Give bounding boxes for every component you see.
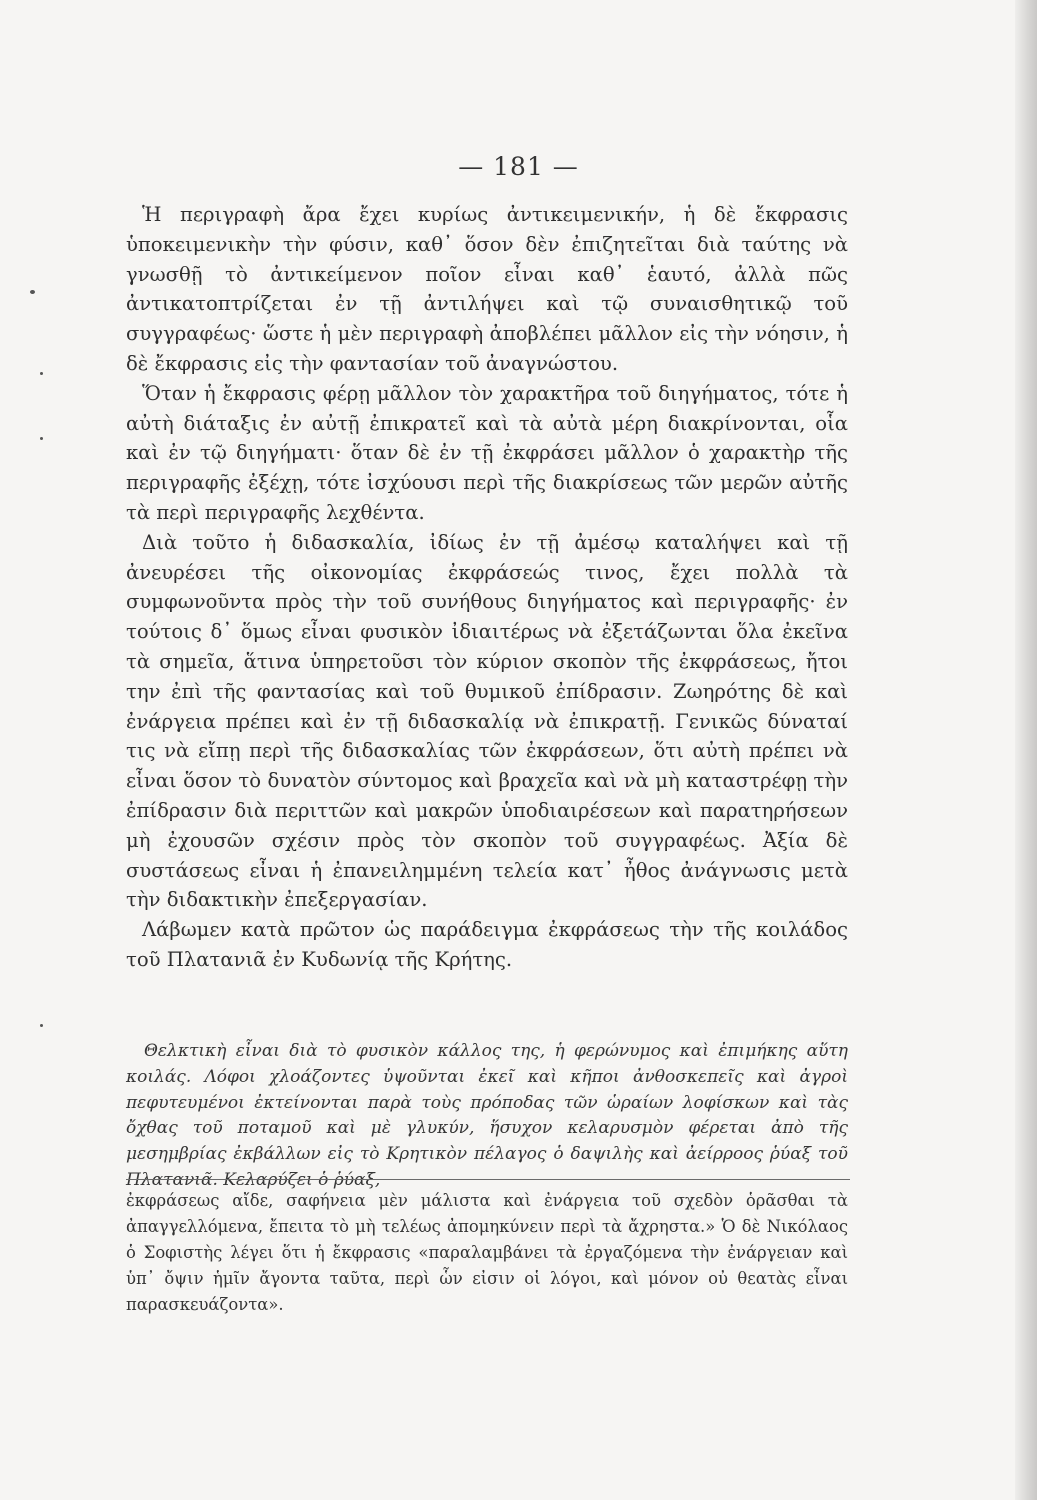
ink-speck [30,290,35,294]
footnote-separator [126,1179,850,1180]
ink-speck [40,437,43,440]
example-passage: Θελκτικὴ εἶναι διὰ τὸ φυσικὸν κάλλος της, ἡ φερώνυμος καὶ ἐπιμήκης αὕτη κοιλάς. Λόφοι χλοάζοντες ὑψοῦνται ἐκεῖ καὶ κῆποι ἀνθοσκεπεῖς καὶ ἀγροὶ πεφυτευμένοι ἐκτείνονται παρὰ τοὺς πρόποδας τῶν ὡραίων λοφίσκων καὶ τὰς ὄχθας τοῦ ποταμοῦ καὶ μὲ γλυκύν, ἥσυχον κελαρυσμὸν φέρεται ἀπὸ τῆς μεσημβρίας ἐκβάλλων εἰς τὸ Κρητικὸν πέλαγος ὁ δαψιλὴς καὶ ἀείρροος ῥύαξ τοῦ Πλατανιᾶ. Κελαρύζει ὁ ῥύαξ, [126,1041,848,1190]
main-text [126,200,848,975]
paragraph-4: Λάβωμεν κατὰ πρῶτον ὡς παράδειγμα ἐκφράσεως τὴν τῆς κοιλάδος τοῦ Πλατανιᾶ ἐν Κυδωνίᾳ τῆς Κρήτης. [126,918,848,971]
paragraph-2: Ὅταν ἡ ἔκφρασις φέρῃ μᾶλλον τὸν χαρακτῆρα τοῦ διηγήματος, τότε ἡ αὐτὴ διάταξις ἐν αὐτῇ ἐπικρατεῖ καὶ τὰ αὐτὰ μέρη διακρίνονται, οἷα καὶ ἐν τῷ διηγήματι· ὅταν δὲ ἐν τῇ ἐκφράσει μᾶλλον ὁ χαρακτὴρ τῆς περιγραφῆς ἐξέχῃ, τότε ἰσχύουσι περὶ τῆς διακρίσεως τῶν μερῶν αὐτῆς τὰ περὶ περιγραφῆς λεχθέντα. [126,381,848,524]
ink-speck [40,372,43,375]
page-number: — 181 — [458,152,579,181]
paragraph-3: Διὰ τοῦτο ἡ διδασκαλία, ἰδίως ἐν τῇ ἀμέσῳ καταλήψει καὶ τῇ ἀνευρέσει τῆς οἰκονομίας ἐκφράσεώς τινος, ἔχει πολλὰ τὰ συμφωνοῦντα πρὸς τὴν τοῦ συνήθους διηγήματος καὶ περιγραφῆς· ἐν τούτοις δ᾽ ὅμως εἶναι φυσικὸν ἰδιαιτέρως νὰ ἐξετάζωνται ὅλα ἐκεῖνα τὰ σημεῖα, ἅτινα ὑπηρετοῦσι τὸν κύριον σκοπὸν τῆς ἐκφράσεως, ἤτοι την ἐπὶ τῆς φαντασίας καὶ τοῦ θυμικοῦ ἐπίδρασιν. Ζωηρότης δὲ καὶ ἐνάργεια πρέπει καὶ ἐν τῇ διδασκαλίᾳ νὰ ἐπικρατῇ. Γενικῶς δύναταί τις νὰ εἴπῃ περὶ τῆς διδασκαλίας τῶν ἐκφράσεων, ὅτι αὐτὴ πρέπει νὰ εἶναι ὅσον τὸ δυνατὸν σύντομος καὶ βραχεῖα καὶ νὰ μὴ καταστρέφῃ τὴν ἐπίδρασιν διὰ περιττῶν καὶ μακρῶν ὑποδιαιρέσεων καὶ παρατηρήσεων μὴ ἐχουσῶν σχέσιν πρὸς τὸν σκοπὸν τοῦ συγγραφέως. Ἀξία δὲ συστάσεως εἶναι ἡ ἐπανειλημμένη τελεία κατ᾽ ἦθος ἀνάγνωσις μετὰ τὴν διδακτικὴν ἐπεξεργασίαν. [126,530,848,912]
footnote: ἐκφράσεως αἴδε, σαφήνεια μὲν μάλιστα καὶ ἐνάργεια τοῦ σχεδὸν ὁρᾶσθαι τὰ ἀπαγγελλόμενα, ἔπειτα τὸ μὴ τελέως ἀπομηκύνειν περὶ τὰ ἄχρηστα.» Ὁ δὲ Νικόλαος ὁ Σοφιστὴς λέγει ὅτι ἡ ἔκφρασις «παραλαμβάνει τὰ ἐργαζόμενα τὴν ἐνάργειαν καὶ ὑπ᾽ ὄψιν ἡμῖν ἄγοντα ταῦτα, περὶ ὧν εἰσιν οἱ λόγοι, καὶ μόνον οὐ θεατὰς εἶναι παρασκευάζοντα». [126,1191,848,1314]
page-edge-shadow [1015,0,1037,1500]
paragraph-1: Ἡ περιγραφὴ ἄρα ἔχει κυρίως ἀντικειμενικήν, ἡ δὲ ἔκφρασις ὑποκειμενικὴν τὴν φύσιν, καθ᾽ ὅσον δὲν ἐπιζητεῖται διὰ ταύτης νὰ γνωσθῇ τὸ ἀντικείμενον ποῖον εἶναι καθ᾽ ἑαυτό, ἀλλὰ πῶς ἀντικατοπτρίζεται ἐν τῇ ἀντιλήψει καὶ τῷ συναισθητικῷ τοῦ συγγραφέως· ὥστε ἡ μὲν περιγραφὴ ἀποβλέπει μᾶλλον εἰς τὴν νόησιν, ἡ δὲ ἔκφρασις εἰς τὴν φαντασίαν τοῦ ἀναγνώστου. [126,203,848,375]
ink-speck [40,1024,43,1027]
